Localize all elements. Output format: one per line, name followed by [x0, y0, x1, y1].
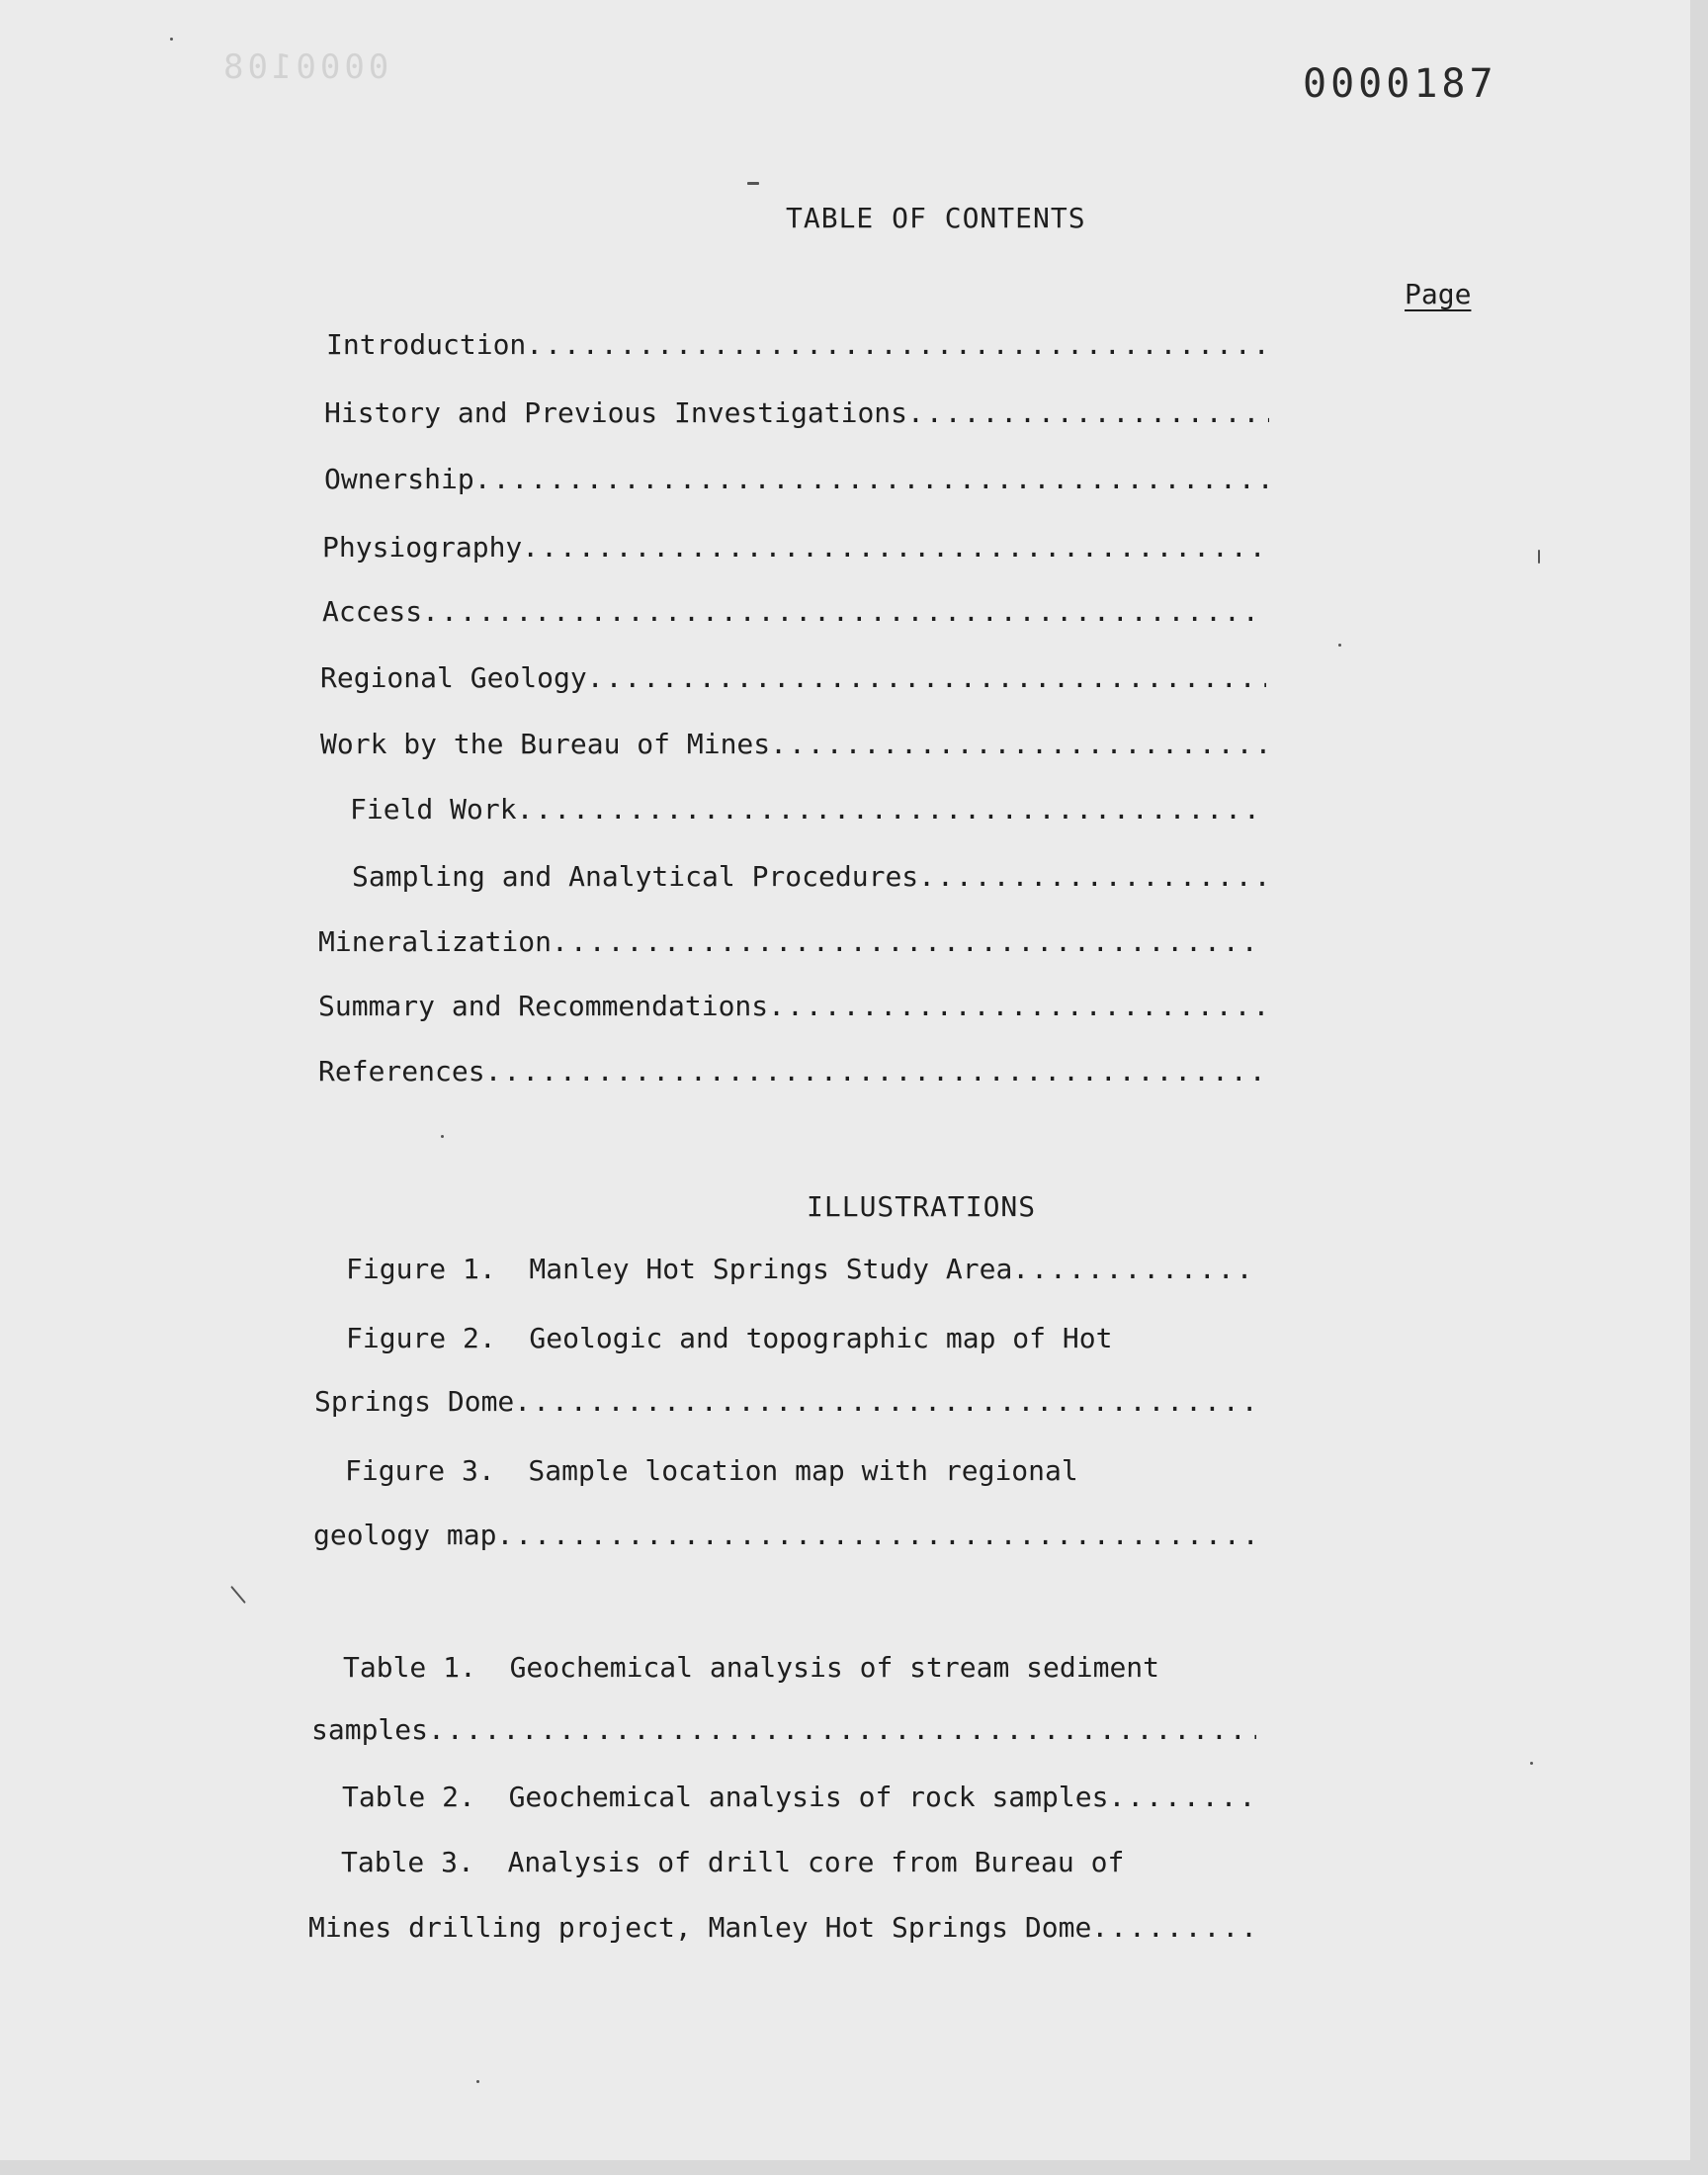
page-number: 0000187	[1303, 61, 1497, 107]
illustration-entry-continuation	[314, 1384, 1259, 1420]
toc-title: TABLE OF CONTENTS	[786, 202, 1086, 234]
toc-entry	[318, 1054, 1263, 1089]
toc-entry-label: Ownership	[324, 463, 474, 495]
toc-entry-label: History and Previous Investigations	[324, 396, 908, 429]
illustration-entry-continuation	[311, 1712, 1256, 1748]
toc-entry-label: Regional Geology	[320, 661, 587, 694]
dot-leader	[526, 327, 1269, 363]
illustration-entry-line	[341, 1845, 1254, 1880]
toc-entry-label: Introduction	[326, 328, 527, 361]
dot-leader	[587, 660, 1266, 696]
scan-speck	[1530, 1762, 1533, 1765]
toc-entry-label: References	[318, 1055, 485, 1088]
toc-entry	[320, 660, 1266, 696]
toc-entry	[318, 924, 1264, 960]
dot-leader	[907, 395, 1269, 431]
toc-entry	[322, 530, 1268, 566]
illustration-entry-line	[345, 1453, 1260, 1489]
dot-leader	[918, 859, 1264, 895]
scan-speck	[1538, 550, 1540, 564]
toc-entry-label: Physiography	[322, 531, 523, 564]
illustration-label: Springs Dome	[314, 1385, 515, 1418]
illustration-label: Figure 3. Sample location map with regional	[345, 1454, 1078, 1487]
dot-leader	[1108, 1780, 1255, 1815]
illustration-label: Figure 1. Manley Hot Springs Study Area	[346, 1253, 1013, 1285]
illustration-label: samples	[311, 1713, 429, 1746]
illustration-entry	[346, 1252, 1261, 1287]
dot-leader	[428, 1712, 1256, 1748]
dot-leader	[517, 792, 1265, 827]
toc-entry-label: Summary and Recommendations	[318, 990, 769, 1022]
toc-subentry	[350, 792, 1265, 827]
toc-entry	[324, 462, 1268, 497]
toc-entry	[324, 395, 1269, 431]
page-column-label: Page	[1405, 278, 1472, 310]
illustration-entry	[342, 1780, 1255, 1815]
toc-entry	[322, 594, 1267, 630]
toc-entry-label: Mineralization	[318, 925, 553, 958]
toc-subentry	[352, 859, 1264, 895]
scan-speck	[441, 1135, 444, 1138]
dot-leader	[422, 594, 1267, 630]
dot-leader	[514, 1384, 1259, 1420]
illustration-entry-continuation	[313, 1518, 1258, 1553]
dot-leader	[770, 727, 1266, 762]
bleed-through-page-number: 0000108	[219, 47, 389, 87]
scan-speck	[476, 2080, 479, 2083]
dot-leader	[485, 1054, 1263, 1089]
illustration-label: Figure 2. Geologic and topographic map of Hot	[346, 1322, 1113, 1354]
toc-entry-label: Work by the Bureau of Mines	[320, 728, 771, 760]
illustration-label: geology map	[313, 1519, 497, 1551]
illustration-label: Table 2. Geochemical analysis of rock samples	[342, 1781, 1109, 1813]
toc-entry-label: Field Work	[350, 793, 517, 826]
dot-leader	[1012, 1252, 1261, 1287]
illustration-entry-line	[343, 1650, 1258, 1686]
scan-speck	[230, 1586, 246, 1604]
toc-entry	[320, 727, 1266, 762]
illustration-entry-line	[346, 1321, 1261, 1356]
scan-speck	[747, 182, 759, 185]
toc-entry	[318, 989, 1264, 1024]
dot-leader	[1091, 1910, 1254, 1946]
toc-entry-label: Sampling and Analytical Procedures	[352, 860, 919, 893]
illustrations-heading: ILLUSTRATIONS	[807, 1190, 1037, 1223]
scan-speck	[1338, 644, 1341, 647]
illustration-entry-continuation	[308, 1910, 1254, 1946]
illustration-label: Table 1. Geochemical analysis of stream sediment	[343, 1651, 1160, 1684]
illustration-label: Table 3. Analysis of drill core from Bureau of	[341, 1846, 1125, 1878]
toc-entry	[326, 327, 1269, 363]
scan-speck	[170, 38, 173, 41]
illustration-label: Mines drilling project, Manley Hot Springs Dome	[308, 1911, 1092, 1944]
dot-leader	[768, 989, 1264, 1024]
toc-entry-label: Access	[322, 595, 423, 628]
dot-leader	[474, 462, 1268, 497]
dot-leader	[522, 530, 1268, 566]
dot-leader	[496, 1518, 1258, 1553]
dot-leader	[552, 924, 1264, 960]
